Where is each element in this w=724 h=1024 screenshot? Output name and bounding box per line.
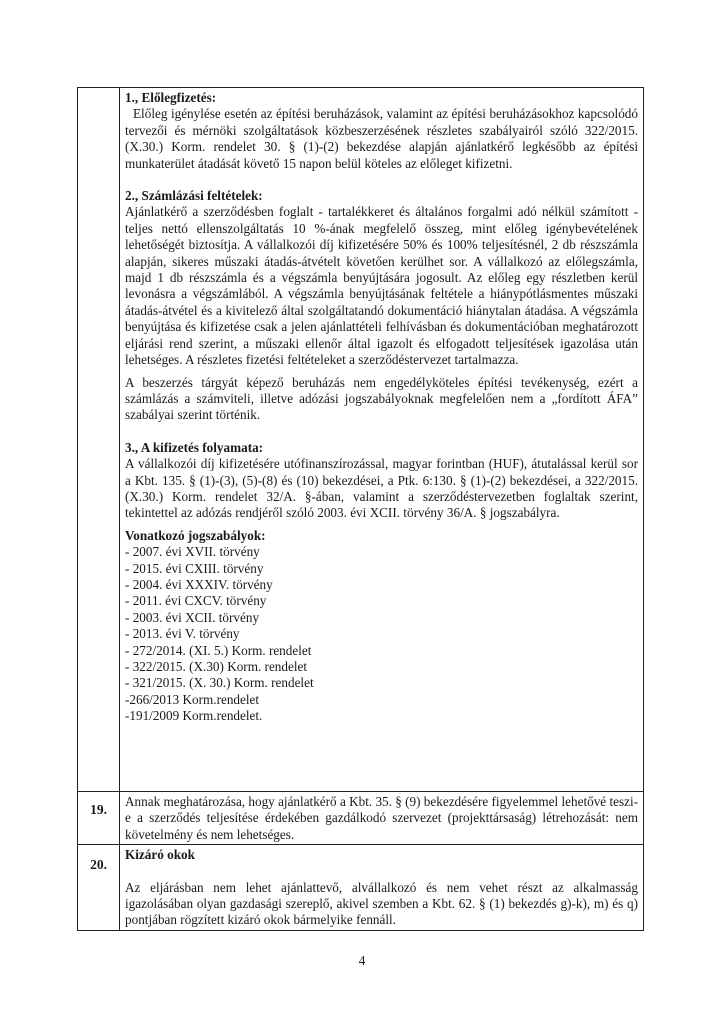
- section-heading-advance-payment: 1., Előlegfizetés:: [125, 90, 217, 105]
- project-company-text: Annak meghatározása, hogy ajánlatkérő a Kbt. 35. § (9) bekezdésére figyelemmel lehetővé teszi-e a szerződés teljesítése érdekében gazdálkodó szervezet (projekttársaság) létrehozását: nem követelmény és nem lehetséges.: [125, 794, 638, 842]
- row-number-cell: [78, 88, 120, 792]
- advance-payment-text: Előleg igénylése esetén az építési beruházások, valamint az építési beruházásokhoz kapcsolódó tervezői és mérnöki szolgáltatások közbeszerzésének részletes szabályairól szóló 322/2015. (X.30.) Korm. rendelet 30. § (1)-(2) bekezdése alapján ajánlatkérő legkésőbb az építési munkaterület átadását követő 15 napon belül köteles az előleget kifizetni.: [125, 106, 638, 171]
- section-heading-relevant-laws: Vonatkozó jogszabályok:: [125, 527, 266, 543]
- row-number: 19.: [90, 802, 107, 817]
- row-content-cell: [120, 88, 644, 792]
- law-item: - 2013. évi V. törvény: [125, 626, 240, 642]
- exclusion-text: Az eljárásban nem lehet ajánlattevő, alvállalkozó és nem vehet részt az alkalmasság igazolásában olyan gazdasági szereplő, akivel szemben a Kbt. 62. § (1) bekezdés g)-k), m) és q) pontjában rögzített kizáró okok bármelyike fennáll.: [125, 879, 638, 928]
- row-content-cell: [120, 792, 644, 845]
- invoicing-vat-text: A beszerzés tárgyát képező beruházás nem engedélyköteles építési tevékenység, ezért a számlázás a számviteli, illetve adózási jogszabályoknak megfelelően nem a „fordított ÁFA” szabályai szerint történik.: [125, 374, 638, 423]
- section-heading-invoicing: 2., Számlázási feltételek:: [125, 188, 263, 204]
- table-row-20: [78, 845, 644, 931]
- payment-process-text: A vállalkozói díj kifizetésére utófinanszírozással, magyar forintban (HUF), átutalással kerül sor a Kbt. 135. § (1)-(3), (5)-(8) és (10) bekezdései, a Ptk. 6:130. § (1)-(2) bekezdései, a 322/2015. (X.30.) Korm. rendelet 32/A. §-ában, valamint a szerződéstervezetben foglaltak szerint, tekintettel az adózás rendjéről szóló 2003. évi XCII. törvény 36/A. § jogszabályra.: [125, 456, 638, 521]
- section-heading-exclusion: Kizáró okok: [125, 847, 195, 863]
- requirements-table: [77, 87, 644, 931]
- law-item: -266/2013 Korm.rendelet: [125, 691, 260, 707]
- table-row-payment: [78, 88, 644, 792]
- law-item: - 272/2014. (XI. 5.) Korm. rendelet: [125, 642, 312, 658]
- row-number-cell: [78, 792, 120, 845]
- law-item: - 2011. évi CXCV. törvény: [125, 593, 267, 609]
- row-content-cell: [120, 845, 644, 931]
- law-item: - 2015. évi CXIII. törvény: [125, 560, 264, 576]
- law-item: - 2004. évi XXXIV. törvény: [125, 576, 273, 592]
- law-item: - 2007. évi XVII. törvény: [125, 544, 260, 560]
- table-row-19: [78, 792, 644, 845]
- relevant-laws-list: [125, 544, 638, 724]
- row-number-cell: [78, 845, 120, 931]
- law-item: -191/2009 Korm.rendelet.: [125, 708, 263, 724]
- invoicing-text: Ajánlatkérő a szerződésben foglalt - tartalékkeret és általános forgalmi adó nélkül számított - teljes nettó ellenszolgáltatás 10 %-ának megfelelő összeg, mint előleg igénybevételének lehetőségét biztosítja. A vállalkozói díj kifizetésére 50% és 100% teljesítésnél, 2 db részszámla alapján, sikeres műszaki átadás-átvételt követően kerülhet sor. A vállalkozó az előlegszámla, majd 1 db részszámla és a végszámla benyújtására jogosult. Az előleg egy részletben kerül levonásra a végszámlából. A végszámla benyújtásának feltétele a hiánypótlásmentes műszaki átadás-átvétel és a kivitelező által szolgáltatandó dokumentáció hiánytalan átadása. A végszámla benyújtása és kifizetése csak a jelen ajánlattételi felhívásban és dokumentációban meghatározott eljárási rend szerint, a műszaki ellenőr által igazolt és elfogadott teljesítések igazolása után lehetséges. A részletes fizetési feltételeket a szerződéstervezet tartalmazza.: [125, 204, 638, 368]
- page-number: 4: [358, 953, 366, 968]
- law-item: - 322/2015. (X.30) Korm. rendelet: [125, 659, 308, 674]
- law-item: - 321/2015. (X. 30.) Korm. rendelet: [125, 675, 314, 691]
- section-heading-payment-process: 3., A kifizetés folyamata:: [125, 439, 264, 455]
- row-number: 20.: [90, 857, 107, 873]
- law-item: - 2003. évi XCII. törvény: [125, 609, 260, 625]
